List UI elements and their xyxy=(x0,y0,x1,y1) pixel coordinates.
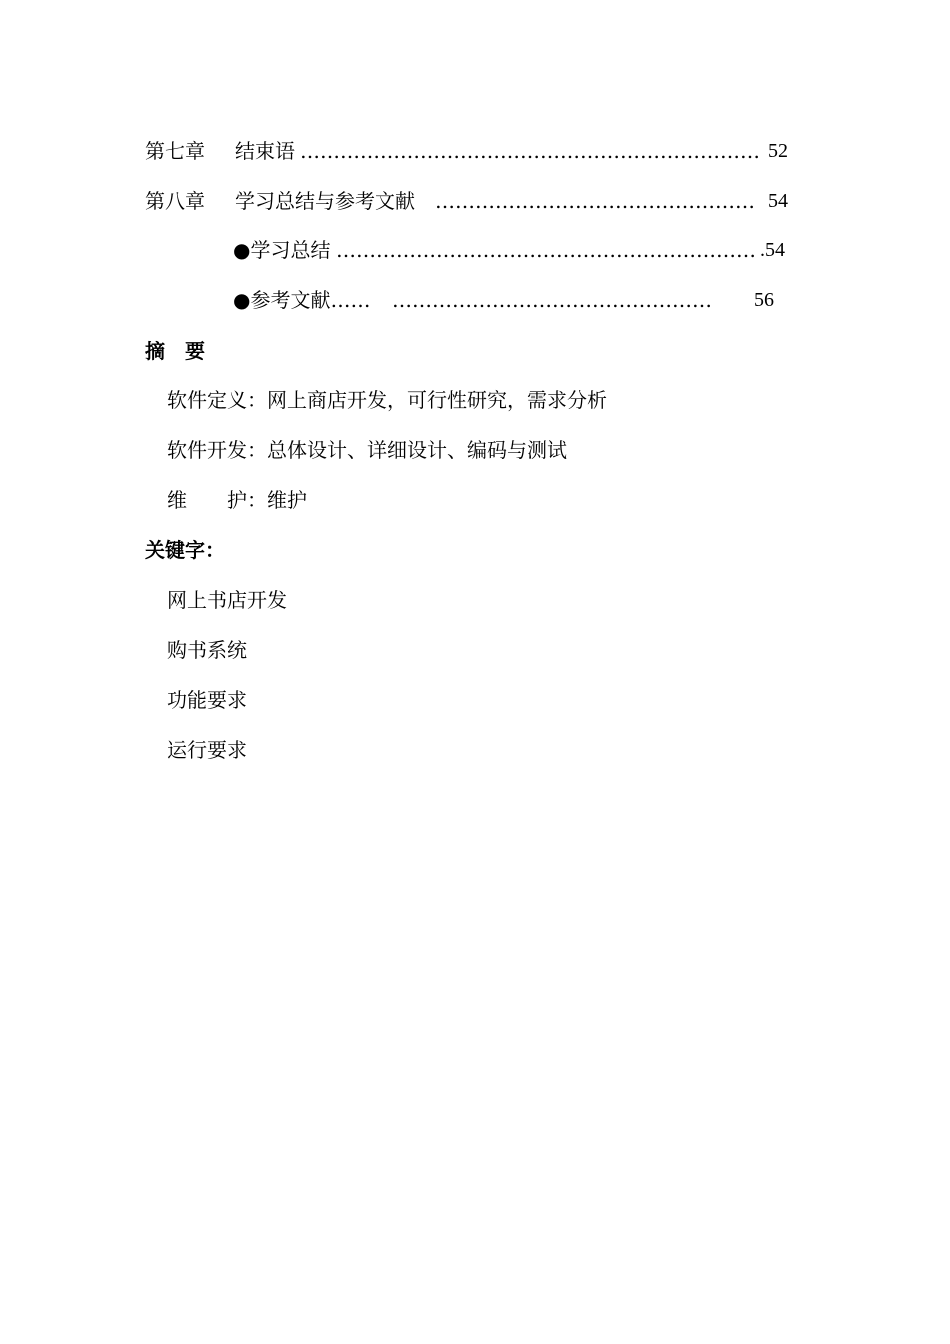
keywords-heading: 关键字： xyxy=(145,538,225,562)
toc-sub-page-1: .54 xyxy=(760,239,785,261)
abstract-line-1: 软件定义：网上商店开发，可行性研究，需求分析 xyxy=(167,388,607,412)
toc-leader-7: …………………………………………………………… xyxy=(300,139,760,163)
toc-chapter-7: 第七章 xyxy=(145,139,205,163)
keyword-item: 网上书店开发 xyxy=(167,588,287,612)
toc-title-8: 学习总结与参考文献 xyxy=(235,189,415,213)
keyword-item: 功能要求 xyxy=(167,688,247,712)
abstract-line-3: 维 护：维护 xyxy=(167,488,307,512)
toc-chapter-8: 第八章 xyxy=(145,189,205,213)
toc-title-7: 结束语 xyxy=(235,139,295,163)
toc-sub-leader-1: ……………………………………………………… xyxy=(336,238,756,262)
keyword-item: 购书系统 xyxy=(167,638,247,662)
abstract-line-2: 软件开发：总体设计、详细设计、编码与测试 xyxy=(167,438,567,462)
toc-page-7: 52 xyxy=(768,140,788,162)
toc-sub-page-2: 56 xyxy=(754,289,774,311)
toc-page-8: 54 xyxy=(768,190,788,212)
toc-sub-study-summary: ●学习总结 xyxy=(233,238,331,262)
toc-sub-references: ●参考文献…… xyxy=(233,288,371,312)
keyword-item: 运行要求 xyxy=(167,738,247,762)
toc-leader-8: ………………………………………… xyxy=(435,189,755,213)
toc-sub-leader-2: ………………………………………… xyxy=(392,288,712,312)
abstract-heading: 摘 要 xyxy=(145,339,205,363)
